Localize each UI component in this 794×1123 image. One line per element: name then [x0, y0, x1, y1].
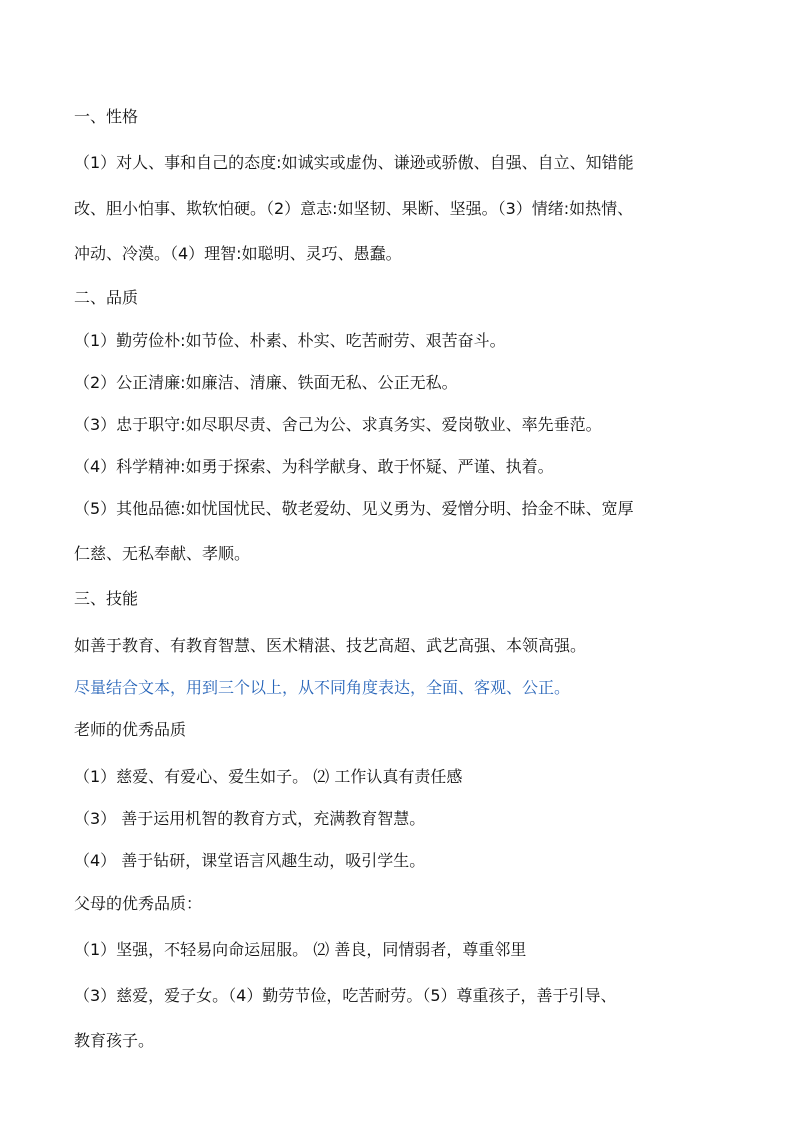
paragraph-line: （4） 善于钻研，课堂语言风趣生动，吸引学生。: [74, 851, 426, 870]
paragraph-line: （2）公正清廉:如廉洁、清廉、铁面无私、公正无私。: [74, 373, 458, 392]
highlighted-tip: 尽量结合文本，用到三个以上，从不同角度表达，全面、客观、公正。: [74, 678, 571, 697]
paragraph-line: （4）科学精神:如勇于探索、为科学献身、敢于怀疑、严谨、执着。: [74, 457, 554, 476]
paragraph-line: （3） 善于运用机智的教育方式，充满教育智慧。: [74, 809, 426, 828]
paragraph-line: 仁慈、无私奉献、孝顺。: [74, 544, 251, 563]
heading-teacher-qualities: 老师的优秀品质: [74, 720, 187, 739]
paragraph-line: 教育孩子。: [74, 1031, 155, 1050]
heading-character: 一、性格: [74, 107, 139, 126]
paragraph-line: （1）对人、事和自己的态度:如诚实或虚伪、谦逊或骄傲、自强、自立、知错能: [74, 153, 634, 172]
paragraph-line: （1）慈爱、有爱心、爱生如子。 ⑵ 工作认真有责任感: [74, 767, 463, 786]
paragraph-line: 改、胆小怕事、欺软怕硬。（2）意志:如坚韧、果断、坚强。（3）情绪:如热情、: [74, 199, 634, 218]
paragraph-line: （1）勤劳俭朴:如节俭、朴素、朴实、吃苦耐劳、艰苦奋斗。: [74, 331, 506, 350]
paragraph-line: （3）忠于职守:如尽职尽责、舍己为公、求真务实、爱岗敬业、率先垂范。: [74, 415, 602, 434]
paragraph-line: （5）其他品德:如忧国忧民、敬老爱幼、见义勇为、爱憎分明、拾金不昧、宽厚: [74, 499, 634, 518]
paragraph-line: （3）慈爱，爱子女。（4）勤劳节俭，吃苦耐劳。（5）尊重孩子，善于引导、: [74, 986, 617, 1005]
heading-skill: 三、技能: [74, 589, 139, 608]
paragraph-line: 冲动、冷漠。（4）理智:如聪明、灵巧、愚蠢。: [74, 244, 402, 263]
heading-quality: 二、品质: [74, 288, 139, 307]
heading-parent-qualities: 父母的优秀品质：: [74, 894, 203, 913]
document-body: [74, 104, 746, 1054]
paragraph-line: 如善于教育、有教育智慧、医术精湛、技艺高超、武艺高强、本领高强。: [74, 636, 587, 655]
paragraph-line: （1）坚强，不轻易向命运屈服。 ⑵ 善良，同情弱者，尊重邻里: [74, 940, 527, 959]
